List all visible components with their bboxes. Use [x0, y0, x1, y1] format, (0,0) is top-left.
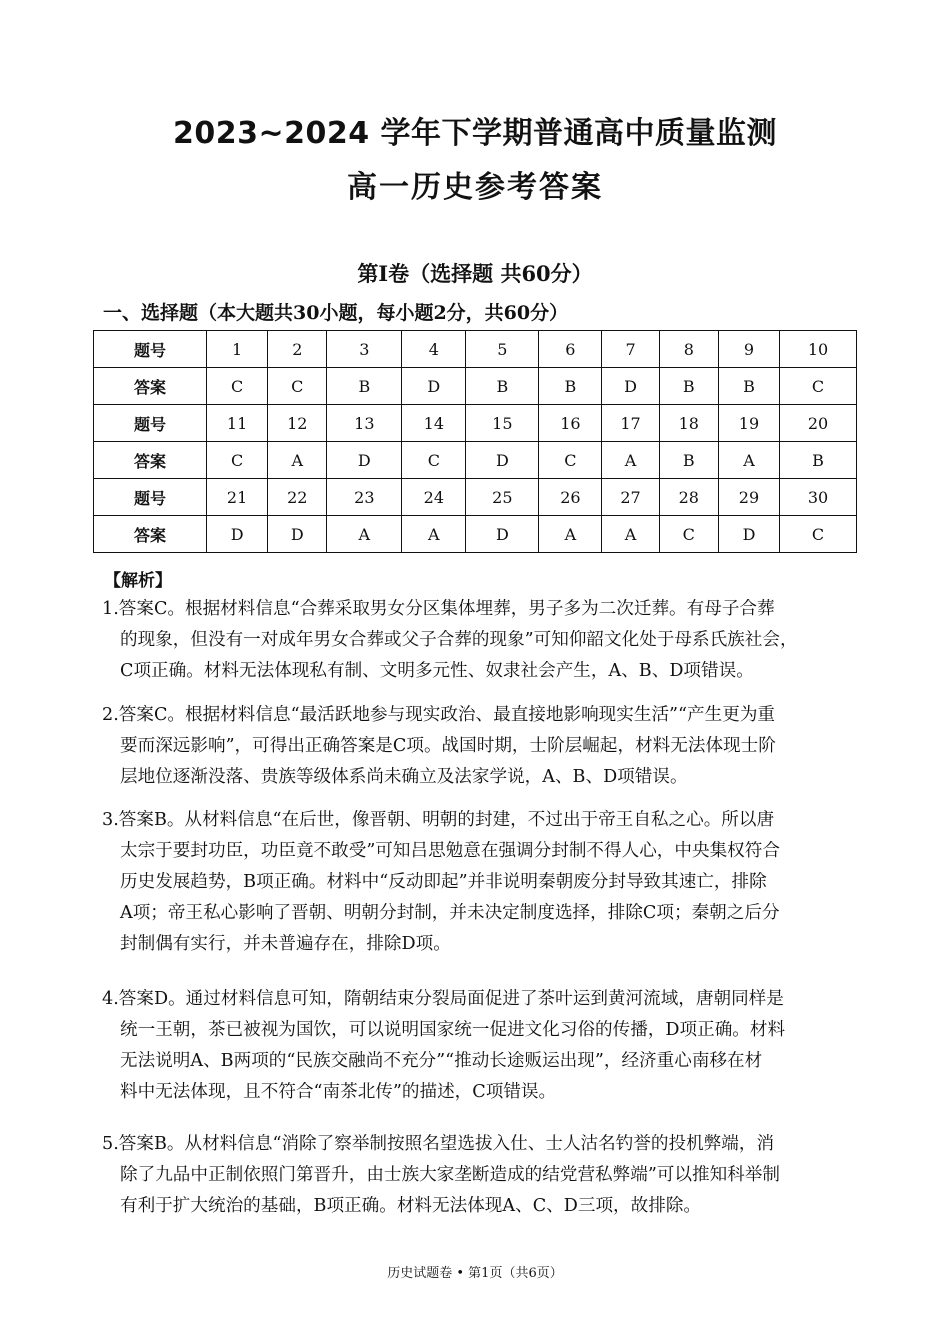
question-number: 16	[539, 405, 602, 442]
answer-cell: B	[659, 368, 718, 405]
question-number: 9	[718, 331, 779, 368]
question-number: 28	[659, 479, 718, 516]
analysis-line: 无法说明A、B两项的“民族交融尚不充分”“推动长途贩运出现”，经济重心南移在材	[120, 1051, 763, 1071]
question-number: 30	[780, 479, 857, 516]
question-number: 5	[466, 331, 539, 368]
answer-cell: B	[327, 368, 402, 405]
table-row	[94, 331, 857, 368]
answer-cell: B	[539, 368, 602, 405]
answer-cell: A	[602, 442, 659, 479]
question-number: 27	[602, 479, 659, 516]
answer-cell: C	[780, 516, 857, 553]
analysis-line: 料中无法体现，且不符合“南茶北传”的描述，C项错误。	[120, 1082, 557, 1102]
analysis-line: 5.答案B。从材料信息“消除了察举制按照名望选拔入仕、士人沽名钓誉的投机弊端，消	[102, 1134, 775, 1154]
question-number: 29	[718, 479, 779, 516]
answer-cell: D	[402, 368, 466, 405]
answer-cell: B	[659, 442, 718, 479]
question-number: 4	[402, 331, 466, 368]
part-heading: 一、选择题（本大题共30小题，每小题2分，共60分）	[103, 302, 569, 324]
answer-cell: B	[466, 368, 539, 405]
answer-cell: A	[718, 442, 779, 479]
question-number: 24	[402, 479, 466, 516]
row-header: 题号	[94, 405, 207, 442]
question-number: 25	[466, 479, 539, 516]
answer-cell: D	[207, 516, 268, 553]
table-row	[94, 405, 857, 442]
answer-cell: A	[602, 516, 659, 553]
answer-cell: A	[327, 516, 402, 553]
question-number: 22	[268, 479, 327, 516]
question-number: 7	[602, 331, 659, 368]
row-header: 答案	[94, 516, 207, 553]
question-number: 2	[268, 331, 327, 368]
question-number: 19	[718, 405, 779, 442]
table-row	[94, 479, 857, 516]
analysis-line: 除了九品中正制依照门第晋升，由士族大家垄断造成的结党营私弊端”可以推知科举制	[120, 1165, 780, 1185]
row-header: 答案	[94, 442, 207, 479]
page-footer: 历史试题卷 • 第1页（共6页）	[387, 1266, 563, 1281]
answer-cell: D	[268, 516, 327, 553]
analysis-heading: 【解析】	[104, 571, 172, 591]
question-number: 17	[602, 405, 659, 442]
answer-cell: C	[207, 442, 268, 479]
analysis-line: 的现象，但没有一对成年男女合葬或父子合葬的现象”可知仰韶文化处于母系氏族社会，	[120, 630, 798, 650]
analysis-line: 要而深远影响”，可得出正确答案是C项。战国时期，士阶层崛起，材料无法体现士阶	[120, 736, 776, 756]
answer-cell: C	[268, 368, 327, 405]
analysis-line: 封制偶有实行，并未普遍存在，排除D项。	[120, 934, 451, 954]
question-number: 21	[207, 479, 268, 516]
answer-cell: D	[466, 516, 539, 553]
question-number: 13	[327, 405, 402, 442]
section-heading: 第Ⅰ卷（选择题 共60分）	[357, 261, 593, 286]
table-row	[94, 442, 857, 479]
answer-cell: D	[327, 442, 402, 479]
answer-cell: A	[539, 516, 602, 553]
row-header: 题号	[94, 479, 207, 516]
answer-cell: D	[718, 516, 779, 553]
analysis-item	[102, 700, 776, 793]
analysis-line: 层地位逐渐没落、贵族等级体系尚未确立及法家学说，A、B、D项错误。	[120, 767, 688, 787]
answer-table	[93, 330, 857, 553]
question-number: 12	[268, 405, 327, 442]
table-row	[94, 368, 857, 405]
answer-cell: A	[402, 516, 466, 553]
answer-cell: B	[718, 368, 779, 405]
analysis-item	[102, 805, 780, 960]
question-number: 14	[402, 405, 466, 442]
answer-cell: C	[539, 442, 602, 479]
question-number: 26	[539, 479, 602, 516]
question-number: 10	[780, 331, 857, 368]
row-header: 答案	[94, 368, 207, 405]
question-number: 23	[327, 479, 402, 516]
answer-cell: B	[780, 442, 857, 479]
question-number: 8	[659, 331, 718, 368]
answer-cell: D	[466, 442, 539, 479]
question-number: 6	[539, 331, 602, 368]
analysis-line: 有利于扩大统治的基础，B项正确。材料无法体现A、C、D三项，故排除。	[120, 1196, 702, 1216]
document-subtitle: 高一历史参考答案	[347, 170, 603, 205]
row-header: 题号	[94, 331, 207, 368]
analysis-line: 2.答案C。根据材料信息“最活跃地参与现实政治、最直接地影响现实生活”“产生更为重	[102, 705, 776, 725]
analysis-line: 4.答案D。通过材料信息可知，隋朝结束分裂局面促进了茶叶运到黄河流域，唐朝同样是	[102, 989, 784, 1009]
question-number: 1	[207, 331, 268, 368]
analysis-line: A项；帝王私心影响了晋朝、明朝分封制，并未决定制度选择，排除C项；秦朝之后分	[120, 903, 780, 923]
analysis-line: 太宗于要封功臣，功臣竟不敢受”可知吕思勉意在强调分封制不得人心，中央集权符合	[120, 841, 780, 861]
answer-cell: A	[268, 442, 327, 479]
analysis-item	[102, 984, 785, 1108]
analysis-line: C项正确。材料无法体现私有制、文明多元性、奴隶社会产生，A、B、D项错误。	[120, 661, 754, 681]
answer-cell: C	[207, 368, 268, 405]
analysis-line: 统一王朝，茶已被视为国饮，可以说明国家统一促进文化习俗的传播，D项正确。材料	[120, 1020, 786, 1040]
question-number: 3	[327, 331, 402, 368]
analysis-item	[102, 1129, 780, 1222]
document-title: 2023~2024 学年下学期普通高中质量监测	[172, 116, 778, 151]
question-number: 15	[466, 405, 539, 442]
analysis-line: 3.答案B。从材料信息“在后世，像晋朝、明朝的封建，不过出于帝王自私之心。所以唐	[102, 810, 775, 830]
answer-cell: C	[402, 442, 466, 479]
question-number: 11	[207, 405, 268, 442]
analysis-line: 历史发展趋势，B项正确。材料中“反动即起”并非说明秦朝废分封导致其速亡，排除	[120, 872, 767, 892]
answer-cell: D	[602, 368, 659, 405]
table-row	[94, 516, 857, 553]
question-number: 18	[659, 405, 718, 442]
answer-cell: C	[780, 368, 857, 405]
answer-cell: C	[659, 516, 718, 553]
question-number: 20	[780, 405, 857, 442]
analysis-item	[102, 594, 798, 687]
analysis-line: 1.答案C。根据材料信息“合葬采取男女分区集体埋葬，男子多为二次迁葬。有母子合葬	[102, 599, 775, 619]
